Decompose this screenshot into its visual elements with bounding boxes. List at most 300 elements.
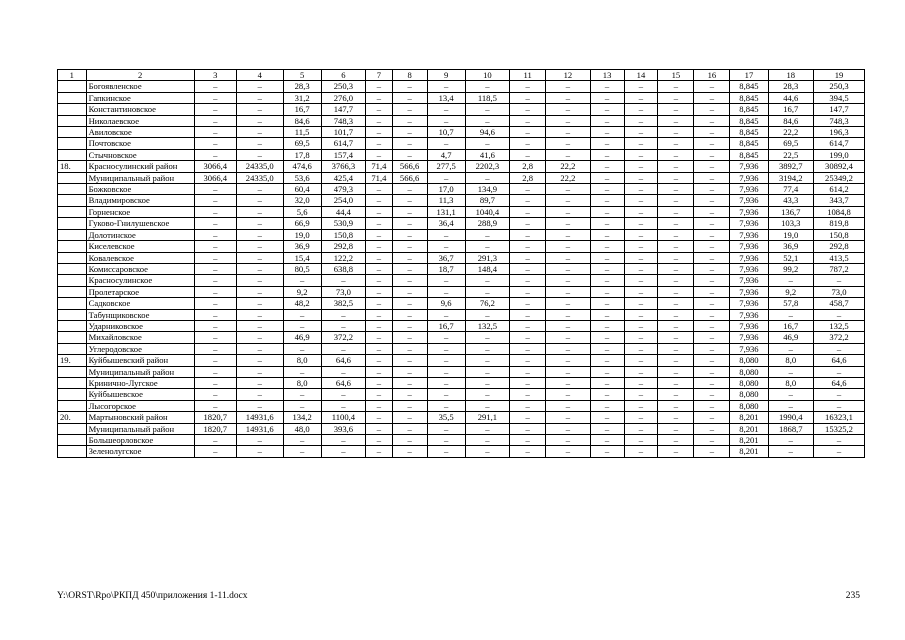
territory-name: Долотинское: [86, 229, 194, 240]
table-cell: 64,6: [814, 355, 865, 366]
row-number: [58, 275, 87, 286]
table-cell: –: [236, 206, 283, 217]
table-cell: –: [392, 115, 427, 126]
table-cell: –: [624, 184, 658, 195]
table-cell: –: [510, 218, 546, 229]
table-cell: 1990,4: [768, 412, 814, 423]
table-cell: –: [236, 377, 283, 388]
table-cell: 48,2: [283, 298, 321, 309]
table-cell: 69,5: [768, 138, 814, 149]
table-cell: –: [465, 104, 509, 115]
table-cell: 413,5: [814, 252, 865, 263]
table-cell: 22,5: [768, 149, 814, 160]
table-cell: –: [366, 309, 392, 320]
table-cell: –: [624, 92, 658, 103]
table-cell: –: [283, 320, 321, 331]
table-cell: 99,2: [768, 263, 814, 274]
table-cell: –: [814, 400, 865, 411]
table-cell: 11,3: [427, 195, 465, 206]
table-cell: –: [590, 184, 624, 195]
table-cell: –: [465, 81, 509, 92]
row-number: [58, 446, 87, 457]
table-cell: –: [814, 389, 865, 400]
table-cell: 19,0: [768, 229, 814, 240]
table-cell: –: [283, 275, 321, 286]
table-cell: 3892,7: [768, 161, 814, 172]
table-cell: 36,4: [427, 218, 465, 229]
table-cell: –: [694, 241, 730, 252]
table-cell: –: [510, 389, 546, 400]
table-cell: –: [694, 320, 730, 331]
table-cell: –: [694, 184, 730, 195]
table-cell: 16323,1: [814, 412, 865, 423]
header-cell: 15: [658, 70, 694, 81]
table-cell: –: [366, 104, 392, 115]
table-cell: –: [366, 252, 392, 263]
table-cell: –: [624, 298, 658, 309]
table-cell: –: [624, 252, 658, 263]
table-cell: –: [194, 343, 236, 354]
footer-file-path: Y:\ORST\Rpo\РКПД 450\приложения 1-11.docx: [57, 591, 248, 601]
table-cell: 614,2: [814, 184, 865, 195]
table-cell: –: [236, 149, 283, 160]
table-cell: –: [768, 446, 814, 457]
table-cell: –: [510, 92, 546, 103]
table-cell: 8,080: [730, 377, 768, 388]
table-cell: 196,3: [814, 127, 865, 138]
table-cell: –: [366, 355, 392, 366]
table-cell: –: [590, 172, 624, 183]
row-number: [58, 115, 87, 126]
table-cell: –: [510, 229, 546, 240]
table-cell: –: [768, 366, 814, 377]
table-cell: 292,8: [814, 241, 865, 252]
table-cell: –: [321, 435, 365, 446]
table-cell: –: [590, 127, 624, 138]
table-cell: –: [465, 343, 509, 354]
table-cell: –: [546, 389, 590, 400]
table-row: [58, 366, 865, 377]
table-cell: –: [590, 81, 624, 92]
table-cell: –: [366, 81, 392, 92]
table-cell: –: [321, 446, 365, 457]
header-cell: 7: [366, 70, 392, 81]
table-cell: 77,4: [768, 184, 814, 195]
table-cell: –: [366, 332, 392, 343]
table-cell: –: [590, 343, 624, 354]
table-cell: 277,5: [427, 161, 465, 172]
table-row: [58, 298, 865, 309]
table-cell: –: [694, 138, 730, 149]
table-cell: –: [624, 263, 658, 274]
table-cell: 9,6: [427, 298, 465, 309]
table-cell: –: [465, 115, 509, 126]
table-cell: –: [590, 446, 624, 457]
table-cell: –: [510, 309, 546, 320]
row-number: 20.: [58, 412, 87, 423]
table-row: [58, 377, 865, 388]
table-cell: –: [427, 400, 465, 411]
table-cell: –: [624, 115, 658, 126]
table-cell: 199,0: [814, 149, 865, 160]
table-cell: –: [546, 127, 590, 138]
table-cell: –: [465, 309, 509, 320]
row-number: [58, 286, 87, 297]
table-cell: –: [658, 81, 694, 92]
territory-name: Николаевское: [86, 115, 194, 126]
table-cell: –: [427, 104, 465, 115]
table-cell: 32,0: [283, 195, 321, 206]
table-cell: –: [694, 423, 730, 434]
table-cell: 132,5: [465, 320, 509, 331]
table-cell: –: [624, 355, 658, 366]
header-cell: 2: [86, 70, 194, 81]
table-row: [58, 206, 865, 217]
table-cell: –: [590, 355, 624, 366]
table-cell: –: [194, 138, 236, 149]
header-cell: 18: [768, 70, 814, 81]
header-cell: 8: [392, 70, 427, 81]
table-cell: –: [590, 263, 624, 274]
table-cell: –: [546, 149, 590, 160]
table-cell: –: [194, 104, 236, 115]
table-cell: 80,5: [283, 263, 321, 274]
table-cell: –: [194, 81, 236, 92]
territory-name: Комиссаровское: [86, 263, 194, 274]
table-cell: 8,845: [730, 92, 768, 103]
table-cell: –: [427, 172, 465, 183]
table-cell: –: [392, 229, 427, 240]
table-cell: –: [465, 355, 509, 366]
table-cell: 7,936: [730, 320, 768, 331]
table-cell: 148,4: [465, 263, 509, 274]
table-row: [58, 400, 865, 411]
table-cell: –: [194, 298, 236, 309]
table-cell: –: [658, 115, 694, 126]
table-cell: –: [694, 355, 730, 366]
table-cell: –: [465, 332, 509, 343]
table-cell: 3194,2: [768, 172, 814, 183]
table-cell: –: [465, 172, 509, 183]
table-row: [58, 286, 865, 297]
table-cell: –: [236, 400, 283, 411]
table-cell: –: [236, 332, 283, 343]
table-cell: –: [658, 298, 694, 309]
table-cell: 22,2: [546, 172, 590, 183]
table-cell: –: [814, 366, 865, 377]
table-cell: 7,936: [730, 343, 768, 354]
table-cell: 64,6: [814, 377, 865, 388]
table-cell: –: [546, 252, 590, 263]
table-cell: 17,0: [427, 184, 465, 195]
table-cell: –: [392, 206, 427, 217]
table-cell: –: [392, 355, 427, 366]
table-cell: –: [510, 412, 546, 423]
row-number: [58, 127, 87, 138]
territory-name: Стычновское: [86, 149, 194, 160]
table-cell: –: [658, 389, 694, 400]
table-cell: –: [694, 229, 730, 240]
table-cell: 7,936: [730, 252, 768, 263]
table-cell: –: [392, 149, 427, 160]
table-cell: –: [546, 400, 590, 411]
table-cell: –: [194, 218, 236, 229]
table-cell: –: [590, 161, 624, 172]
row-number: [58, 81, 87, 92]
table-cell: –: [590, 286, 624, 297]
header-cell: 1: [58, 70, 87, 81]
table-cell: 18,7: [427, 263, 465, 274]
territory-name: Муниципальный район: [86, 423, 194, 434]
table-cell: 474,6: [283, 161, 321, 172]
territory-name: Ударниковское: [86, 320, 194, 331]
territory-name: Лысогорское: [86, 400, 194, 411]
table-cell: –: [366, 446, 392, 457]
table-cell: –: [427, 81, 465, 92]
table-cell: 8,845: [730, 81, 768, 92]
table-cell: 64,6: [321, 355, 365, 366]
table-cell: –: [366, 149, 392, 160]
table-cell: –: [814, 309, 865, 320]
table-cell: 638,8: [321, 263, 365, 274]
table-cell: 64,6: [321, 377, 365, 388]
table-cell: –: [624, 309, 658, 320]
table-row: [58, 195, 865, 206]
table-cell: 7,936: [730, 275, 768, 286]
table-cell: –: [546, 275, 590, 286]
table-cell: 2,8: [510, 161, 546, 172]
table-cell: 30892,4: [814, 161, 865, 172]
header-cell: 14: [624, 70, 658, 81]
table-cell: –: [194, 309, 236, 320]
table-cell: 14931,6: [236, 412, 283, 423]
table-cell: 2,8: [510, 172, 546, 183]
table-cell: 7,936: [730, 263, 768, 274]
table-cell: 3066,4: [194, 161, 236, 172]
table-cell: –: [236, 241, 283, 252]
table-cell: 8,845: [730, 149, 768, 160]
table-cell: –: [427, 366, 465, 377]
table-cell: –: [694, 252, 730, 263]
table-cell: 8,0: [768, 377, 814, 388]
header-cell: 9: [427, 70, 465, 81]
table-cell: –: [392, 252, 427, 263]
table-cell: –: [427, 423, 465, 434]
table-cell: –: [694, 195, 730, 206]
table-cell: –: [392, 320, 427, 331]
table-cell: 147,7: [814, 104, 865, 115]
table-cell: –: [465, 275, 509, 286]
table-cell: –: [321, 309, 365, 320]
table-cell: 393,6: [321, 423, 365, 434]
table-cell: –: [283, 366, 321, 377]
table-cell: 134,2: [283, 412, 321, 423]
table-cell: –: [694, 343, 730, 354]
table-cell: 22,2: [546, 161, 590, 172]
table-cell: –: [392, 389, 427, 400]
table-cell: 31,2: [283, 92, 321, 103]
row-number: [58, 377, 87, 388]
table-cell: –: [546, 241, 590, 252]
table-cell: –: [194, 195, 236, 206]
territory-name: Ковалевское: [86, 252, 194, 263]
table-cell: –: [658, 446, 694, 457]
table-cell: –: [590, 115, 624, 126]
table-cell: –: [392, 286, 427, 297]
table-cell: –: [366, 343, 392, 354]
table-cell: –: [546, 195, 590, 206]
table-cell: 7,936: [730, 241, 768, 252]
table-row: [58, 412, 865, 423]
table-cell: –: [366, 298, 392, 309]
table-cell: 4,7: [427, 149, 465, 160]
table-cell: 566,6: [392, 172, 427, 183]
table-cell: 17,8: [283, 149, 321, 160]
table-row: [58, 92, 865, 103]
table-cell: –: [366, 435, 392, 446]
table-cell: –: [658, 275, 694, 286]
table-cell: 122,2: [321, 252, 365, 263]
table-cell: –: [510, 332, 546, 343]
table-cell: –: [546, 446, 590, 457]
header-cell: 16: [694, 70, 730, 81]
table-cell: –: [236, 138, 283, 149]
table-cell: 19,0: [283, 229, 321, 240]
table-row: [58, 423, 865, 434]
table-cell: –: [510, 115, 546, 126]
table-cell: 14931,6: [236, 423, 283, 434]
table-cell: –: [694, 127, 730, 138]
table-cell: –: [624, 275, 658, 286]
table-cell: –: [321, 343, 365, 354]
territory-name: Пролетарское: [86, 286, 194, 297]
table-cell: –: [658, 263, 694, 274]
table-cell: –: [366, 127, 392, 138]
table-cell: 8,201: [730, 412, 768, 423]
table-cell: –: [392, 275, 427, 286]
table-cell: 134,9: [465, 184, 509, 195]
territory-name: Михайловское: [86, 332, 194, 343]
table-cell: –: [624, 206, 658, 217]
row-number: [58, 206, 87, 217]
table-cell: –: [768, 309, 814, 320]
table-cell: 57,8: [768, 298, 814, 309]
table-cell: –: [658, 252, 694, 263]
table-cell: –: [392, 309, 427, 320]
table-cell: 16,7: [768, 104, 814, 115]
table-cell: 292,8: [321, 241, 365, 252]
table-cell: –: [392, 138, 427, 149]
table-cell: 8,845: [730, 127, 768, 138]
table-cell: –: [624, 343, 658, 354]
table-cell: –: [392, 241, 427, 252]
table-cell: 7,936: [730, 161, 768, 172]
table-cell: –: [236, 229, 283, 240]
table-cell: –: [814, 275, 865, 286]
table-cell: –: [546, 286, 590, 297]
table-cell: –: [658, 138, 694, 149]
table-cell: –: [427, 435, 465, 446]
table-cell: 7,936: [730, 332, 768, 343]
territory-name: Углеродовское: [86, 343, 194, 354]
table-cell: –: [236, 263, 283, 274]
table-cell: –: [590, 309, 624, 320]
table-cell: –: [694, 104, 730, 115]
table-cell: –: [590, 252, 624, 263]
table-cell: 24335,0: [236, 172, 283, 183]
table-cell: 566,6: [392, 161, 427, 172]
table-cell: –: [546, 206, 590, 217]
table-cell: –: [465, 241, 509, 252]
row-number: [58, 332, 87, 343]
table-cell: 69,5: [283, 138, 321, 149]
table-cell: –: [427, 229, 465, 240]
table-cell: –: [194, 252, 236, 263]
table-cell: –: [366, 138, 392, 149]
table-cell: –: [658, 412, 694, 423]
table-cell: –: [366, 92, 392, 103]
table-cell: –: [624, 389, 658, 400]
table-cell: –: [510, 446, 546, 457]
table-cell: –: [465, 389, 509, 400]
table-cell: –: [590, 400, 624, 411]
table-cell: 44,6: [768, 92, 814, 103]
table-cell: –: [590, 92, 624, 103]
header-cell: 19: [814, 70, 865, 81]
table-cell: –: [510, 400, 546, 411]
table-cell: –: [624, 435, 658, 446]
table-cell: –: [624, 446, 658, 457]
table-cell: –: [283, 309, 321, 320]
table-cell: 787,2: [814, 263, 865, 274]
table-row: [58, 355, 865, 366]
row-number: [58, 366, 87, 377]
table-cell: –: [546, 412, 590, 423]
territory-name: Горненское: [86, 206, 194, 217]
row-number: [58, 218, 87, 229]
table-cell: 276,0: [321, 92, 365, 103]
table-cell: –: [427, 115, 465, 126]
table-cell: –: [658, 184, 694, 195]
table-row: [58, 104, 865, 115]
table-cell: –: [283, 446, 321, 457]
row-number: [58, 92, 87, 103]
table-cell: –: [465, 400, 509, 411]
table-cell: –: [768, 343, 814, 354]
table-cell: 7,936: [730, 229, 768, 240]
table-cell: –: [392, 298, 427, 309]
table-cell: –: [658, 309, 694, 320]
table-cell: –: [768, 400, 814, 411]
table-cell: –: [194, 286, 236, 297]
table-cell: –: [590, 218, 624, 229]
table-cell: 8,845: [730, 115, 768, 126]
territory-name: Табунщиковское: [86, 309, 194, 320]
table-cell: –: [694, 263, 730, 274]
table-cell: –: [510, 263, 546, 274]
table-cell: 132,5: [814, 320, 865, 331]
table-cell: –: [694, 92, 730, 103]
table-cell: –: [392, 195, 427, 206]
table-cell: 7,936: [730, 172, 768, 183]
table-cell: –: [624, 149, 658, 160]
table-cell: –: [510, 343, 546, 354]
territory-name: Богоявленское: [86, 81, 194, 92]
table-cell: –: [392, 184, 427, 195]
header-cell: 12: [546, 70, 590, 81]
table-cell: 7,936: [730, 309, 768, 320]
table-cell: –: [590, 332, 624, 343]
